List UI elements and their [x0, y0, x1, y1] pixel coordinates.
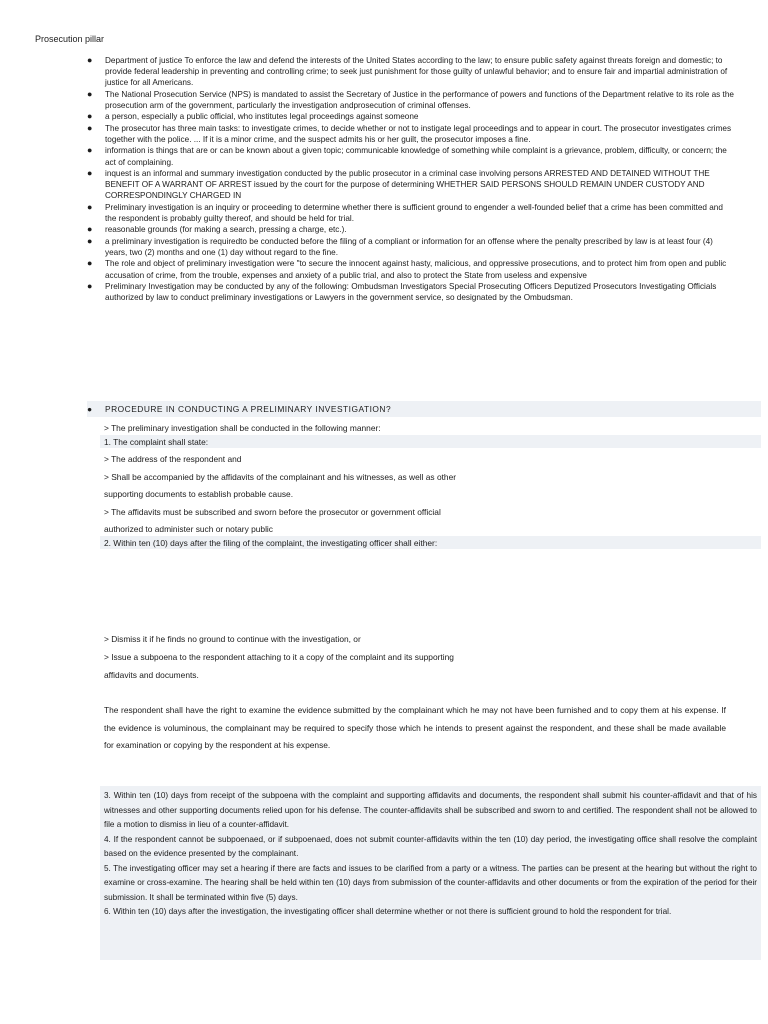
- step-line: > The address of the respondent and: [104, 454, 242, 464]
- numbered-step: 6. Within ten (10) days after the investigation, the investigating officer shall determine whether or not there is sufficient ground to hold the respondent for trial.: [104, 907, 672, 916]
- bullet-icon: ●: [87, 201, 93, 212]
- bullet-icon: ●: [87, 235, 93, 246]
- list-item: ● information is things that are or can be known about a given topic; communicable knowledge of something while complaint is a grievance, problem, difficulty, or concern; the act of complaining.: [87, 145, 727, 167]
- step-line: > Shall be accompanied by the affidavits of the complainant and his witnesses, as well as other: [104, 472, 457, 482]
- list-item: ● a person, especially a public official, who institutes legal proceedings against someone: [87, 111, 419, 122]
- list-item: ● Preliminary investigation is an inquiry or proceeding to determine whether there is sufficient ground to engender a well-founded belief that a crime has been committed and the respondent is probably guilty thereof, and should be held for trial.: [87, 201, 723, 223]
- bullet-icon: ●: [87, 167, 93, 178]
- list-item: ● inquest is an informal and summary investigation conducted by the public prosecutor in a criminal case involving persons ARRESTED AND DETAINED WITHOUT THE BENEFIT OF A WARRANT OF ARREST issued by the court for the purpose of determining WHETHER SAID PERSONS SHOULD REMAIN UNDER CUSTODY AND CORRESPONDINGLY CHARGED IN: [87, 167, 710, 201]
- option-line: affidavits and documents.: [104, 670, 199, 680]
- step-line: 1. The complaint shall state:: [104, 437, 209, 447]
- step-line: 2. Within ten (10) days after the filing of the complaint, the investigating officer shall either:: [104, 538, 438, 548]
- step-line: supporting documents to establish probable cause.: [104, 489, 294, 499]
- bullet-icon: ●: [87, 88, 93, 99]
- list-item: ● a preliminary investigation is requiredto be conducted before the filing of a compliant or information for an offense where the penalty prescribed by law is at least four (4) years, two (2) months and one (1) day without regard to the fine.: [87, 235, 713, 257]
- bullet-icon: ●: [87, 55, 93, 65]
- procedure-heading: ● PROCEDURE IN CONDUCTING A PRELIMINARY INVESTIGATION?: [87, 401, 761, 417]
- step-line: > The affidavits must be subscribed and sworn before the prosecutor or government official: [104, 507, 441, 517]
- list-item: ● The National Prosecution Service (NPS) is mandated to assist the Secretary of Justice in the performance of powers and functions of the Department relative to its role as the prosecution arm of the government, particularly the investigation andprosecution of criminal offenses.: [87, 88, 734, 110]
- step-line: > The preliminary investigation shall be conducted in the following manner:: [104, 423, 381, 433]
- definitions-list: [0, 55, 768, 304]
- bullet-icon: ●: [87, 404, 93, 414]
- numbered-step: 3. Within ten (10) days from receipt of the subpoena with the complaint and supporting affidavits and documents, the respondent shall submit his counter-affidavit and that of his witnesses and other supporting documents relied upon for his defense. The counter-affidavits shall be subscribed and sworn to and certified. The respondent shall not be allowed to file a motion to dismiss in lieu of a counter-affidavit.: [104, 791, 757, 829]
- numbered-step: 5. The investigating officer may set a hearing if there are facts and issues to be clarified from a party or a witness. The parties can be present at the hearing but without the right to examine or cross-examine. The hearing shall be held within ten (10) days from submission of the counter-affidavits and other documents or from the expiration of the period for their submission. It shall be terminated within five (5) days.: [104, 863, 757, 902]
- bullet-icon: ●: [87, 122, 93, 133]
- numbered-step: 4. If the respondent cannot be subpoenaed, or if subpoenaed, does not submit counter-affidavits within the ten (10) day period, the investigating office shall resolve the complaint based on the evidence presented by the complainant.: [104, 834, 757, 858]
- page-title: Prosecution pillar: [35, 34, 105, 44]
- bullet-icon: ●: [87, 111, 93, 122]
- list-item: ● Department of justice To enforce the law and defend the interests of the United States according to the law; to ensure public safety against threats foreign and domestic; to provide federal leadership in preventing and controlling crime; to seek just punishment for those guilty of unlawful behavior; and to ensure fair and impartial administration of justice for all Americans.: [87, 55, 728, 88]
- bullet-icon: ●: [87, 145, 93, 156]
- option-line: > Dismiss it if he finds no ground to continue with the investigation, or: [104, 634, 361, 644]
- numbered-steps-box: [100, 786, 761, 960]
- bullet-icon: ●: [87, 258, 93, 269]
- list-item: ● The role and object of preliminary investigation were "to secure the innocent against hasty, malicious, and oppressive prosecutions, and to protect him from open and public accusation of crime, from the trouble, expenses and anxiety of a public trial, and also to protect the State from useless and expensive: [87, 258, 727, 280]
- bullet-icon: ●: [87, 280, 93, 291]
- list-item: ● Preliminary Investigation may be conducted by any of the following: Ombudsman Investigators Special Prosecuting Officers Deputized Prosecutors Investigating Officials authorized by law to conduct preliminary investigations or Lawyers in the government service, so designated by the Ombudsman.: [87, 280, 717, 303]
- respondent-rights-paragraph: The respondent shall have the right to examine the evidence submitted by the complainant which he may not have been furnished and to copy them at his expense. If the evidence is voluminous, the complainant may be required to specify those which he intends to present against the respondent, and these shall be made available for examination or copying by the respondent at his expense.: [104, 705, 726, 750]
- option-line: > Issue a subpoena to the respondent attaching to it a copy of the complaint and its supporting: [104, 652, 454, 662]
- list-item: ● reasonable grounds (for making a search, pressing a charge, etc.).: [87, 224, 347, 235]
- bullet-icon: ●: [87, 224, 93, 235]
- step-line: authorized to administer such or notary public: [104, 524, 273, 534]
- list-item: ● The prosecutor has three main tasks: to investigate crimes, to decide whether or not to instigate legal proceedings and to appear in court. The prosecutor investigates crimes together with the police. ... If it is a minor crime, and the suspect admits his or her guilt, the prosecutor imposes a fine.: [87, 122, 732, 144]
